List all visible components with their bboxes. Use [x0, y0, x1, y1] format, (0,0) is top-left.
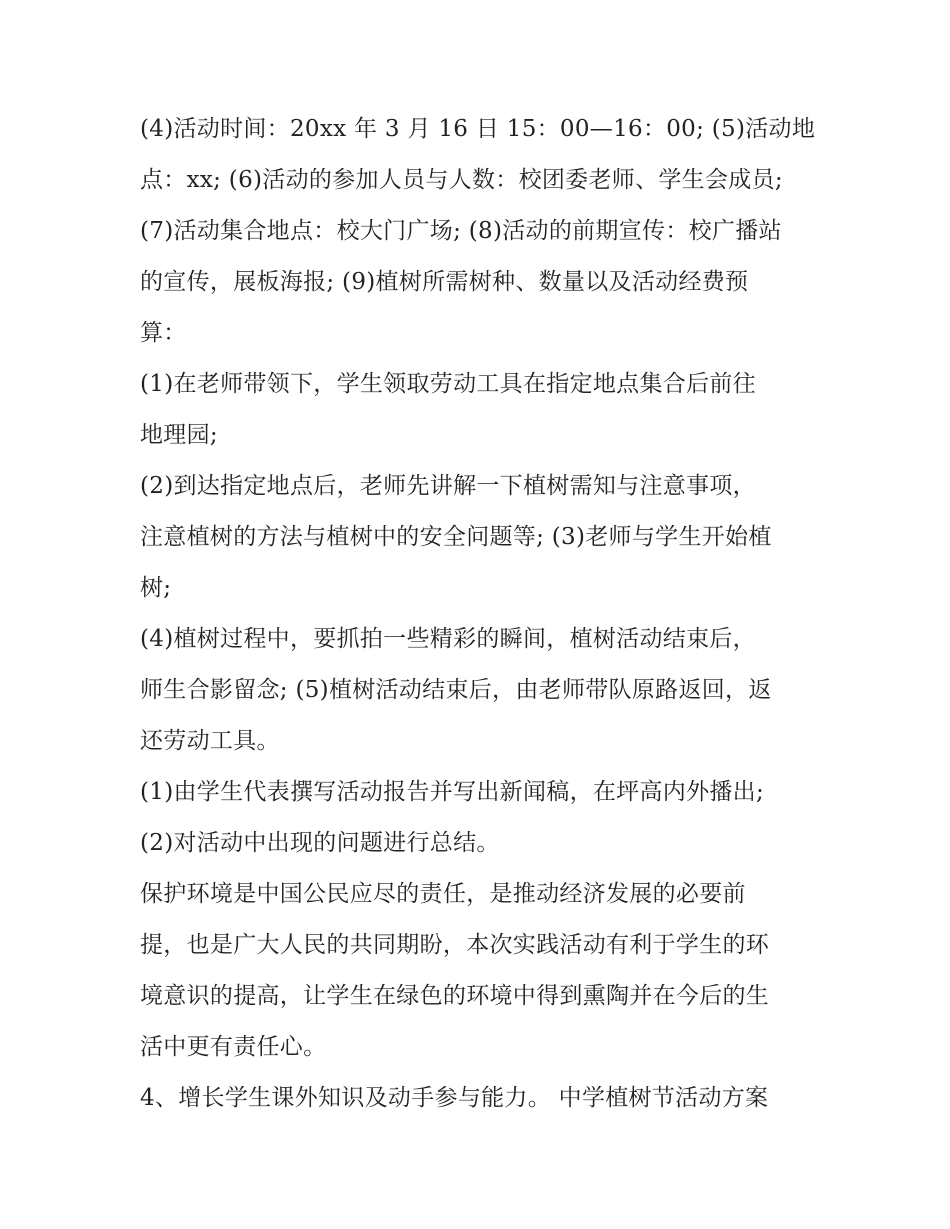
text-line: 算： — [140, 320, 187, 346]
text-line: (1)由学生代表撰写活动报告并写出新闻稿，在坪高内外播出; — [140, 779, 765, 805]
text-line: (7)活动集合地点：校大门广场; (8)活动的前期宣传：校广播站 — [140, 218, 782, 244]
text-line: 地理园; — [140, 422, 218, 448]
text-line: 活中更有责任心。 — [140, 1034, 327, 1060]
text-line: (4)植树过程中，要抓拍一些精彩的瞬间，植树活动结束后， — [140, 626, 756, 652]
document-body — [140, 104, 820, 1124]
text-line: (2)对活动中出现的问题进行总结。 — [140, 830, 500, 856]
text-line: 境意识的提高，让学生在绿色的环境中得到熏陶并在今后的生 — [140, 983, 770, 1009]
text-line: 4、增长学生课外知识及动手参与能力。 中学植树节活动方案 — [140, 1085, 769, 1111]
text-line: 还劳动工具。 — [140, 728, 280, 754]
text-line: 保护环境是中国公民应尽的责任，是推动经济发展的必要前 — [140, 881, 746, 907]
text-line: (1)在老师带领下，学生领取劳动工具在指定地点集合后前往 — [140, 371, 756, 397]
text-line: 提，也是广大人民的共同期盼，本次实践活动有利于学生的环 — [140, 932, 770, 958]
text-line: 树; — [140, 575, 172, 601]
text-line: 注意植树的方法与植树中的安全问题等; (3)老师与学生开始植 — [140, 524, 772, 550]
text-line: 点：xx; (6)活动的参加人员与人数：校团委老师、学生会成员; — [140, 167, 783, 193]
text-line: 的宣传，展板海报; (9)植树所需树种、数量以及活动经费预 — [140, 269, 749, 295]
text-line: 师生合影留念; (5)植树活动结束后，由老师带队原路返回，返 — [140, 677, 772, 703]
text-line: (2)到达指定地点后，老师先讲解一下植树需知与注意事项， — [140, 473, 756, 499]
text-line: (4)活动时间：20xx 年 3 月 16 日 15：00—16：00; (5)活动地 — [140, 116, 816, 142]
